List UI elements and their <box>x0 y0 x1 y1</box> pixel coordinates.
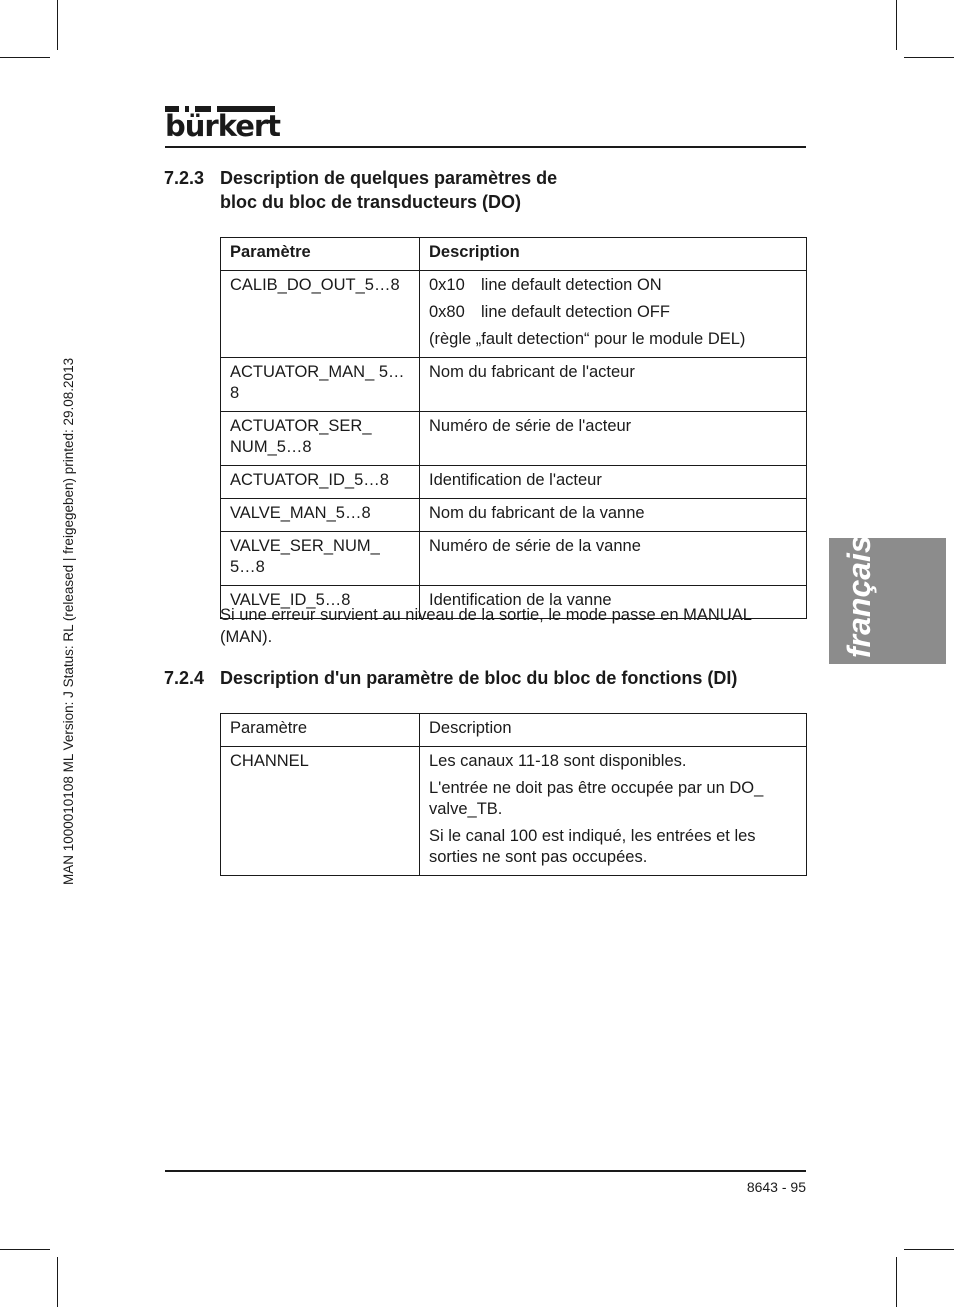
description-cell: Nom du fabricant de l'acteur <box>420 358 807 412</box>
description-cell <box>420 747 807 876</box>
error-mode-note: Si une erreur survient au niveau de la sortie, le mode passe en MANUAL (MAN). <box>220 606 752 646</box>
parameter-cell: ACTUATOR_SER_ NUM_5…8 <box>221 412 420 466</box>
description-line: L'entrée ne doit pas être occupée par un DO_ valve_TB. <box>429 779 764 818</box>
code-value: 0x10 <box>429 276 465 294</box>
burkert-logo <box>165 106 281 143</box>
parameter-cell: ACTUATOR_ID_5…8 <box>221 466 420 499</box>
table-header-row <box>221 238 807 271</box>
language-tab <box>829 535 946 664</box>
logo-text: bürkert <box>165 109 281 143</box>
crop-mark <box>904 57 954 58</box>
section-title: Description d'un paramètre de bloc du bloc de fonctions (DI) <box>220 668 738 688</box>
crop-mark <box>904 1249 954 1250</box>
section-number: 7.2.3 <box>164 168 205 188</box>
description-cell <box>420 271 807 358</box>
crop-mark <box>57 0 58 50</box>
section-title-line1: Description de quelques paramètres de <box>220 168 558 188</box>
crop-mark <box>0 57 50 58</box>
description-cell: Numéro de série de l'acteur <box>420 412 807 466</box>
table-row <box>221 499 807 532</box>
description-cell: Nom du fabricant de la vanne <box>420 499 807 532</box>
column-header-description: Description <box>420 238 807 271</box>
crop-mark <box>896 0 897 50</box>
function-block-parameter-table <box>220 713 807 876</box>
description-cell: Identification de la vanne <box>420 586 807 619</box>
description-cell: Identification de l'acteur <box>420 466 807 499</box>
crop-mark <box>896 1257 897 1307</box>
footer-rule <box>165 1170 806 1172</box>
column-header-parameter: Paramètre <box>221 238 420 271</box>
value-line <box>429 275 797 296</box>
section-title-line2: bloc du bloc de transducteurs (DO) <box>220 192 522 212</box>
description-line: Si le canal 100 est indiqué, les entrées et les sorties ne sont pas occupées. <box>429 827 756 866</box>
document-id-note: MAN 1000010108 ML Version: J Status: RL (released | freigegeben) printed: 29.08.2013 <box>61 357 76 885</box>
parameter-cell: VALVE_ID_5…8 <box>221 586 420 619</box>
crop-mark <box>57 1257 58 1307</box>
table-row <box>221 466 807 499</box>
table-row <box>221 412 807 466</box>
table-row <box>221 747 807 876</box>
value-note: (règle „fault detection“ pour le module DEL) <box>429 330 746 348</box>
value-line <box>429 302 797 323</box>
parameter-cell: VALVE_SER_NUM_ 5…8 <box>221 532 420 586</box>
parameter-cell: CHANNEL <box>221 747 420 876</box>
parameter-cell: CALIB_DO_OUT_5…8 <box>221 271 420 358</box>
column-header-parameter: Paramètre <box>221 714 420 747</box>
parameter-cell: VALVE_MAN_5…8 <box>221 499 420 532</box>
column-header-description: Description <box>420 714 807 747</box>
description-cell: Numéro de série de la vanne <box>420 532 807 586</box>
table-row <box>221 532 807 586</box>
code-value: 0x80 <box>429 303 465 321</box>
code-text: line default detection ON <box>481 276 662 294</box>
table-row <box>221 271 807 358</box>
page-number: 8643 - 95 <box>746 1179 806 1195</box>
section-number: 7.2.4 <box>164 668 205 688</box>
transducer-parameter-table <box>220 237 807 619</box>
crop-mark <box>0 1249 50 1250</box>
code-text: line default detection OFF <box>481 303 670 321</box>
description-line: Les canaux 11-18 sont disponibles. <box>429 752 687 770</box>
table-row <box>221 358 807 412</box>
parameter-cell: ACTUATOR_MAN_ 5…8 <box>221 358 420 412</box>
language-tab-label: français <box>841 535 877 658</box>
header-rule <box>165 146 806 148</box>
table-header-row <box>221 714 807 747</box>
